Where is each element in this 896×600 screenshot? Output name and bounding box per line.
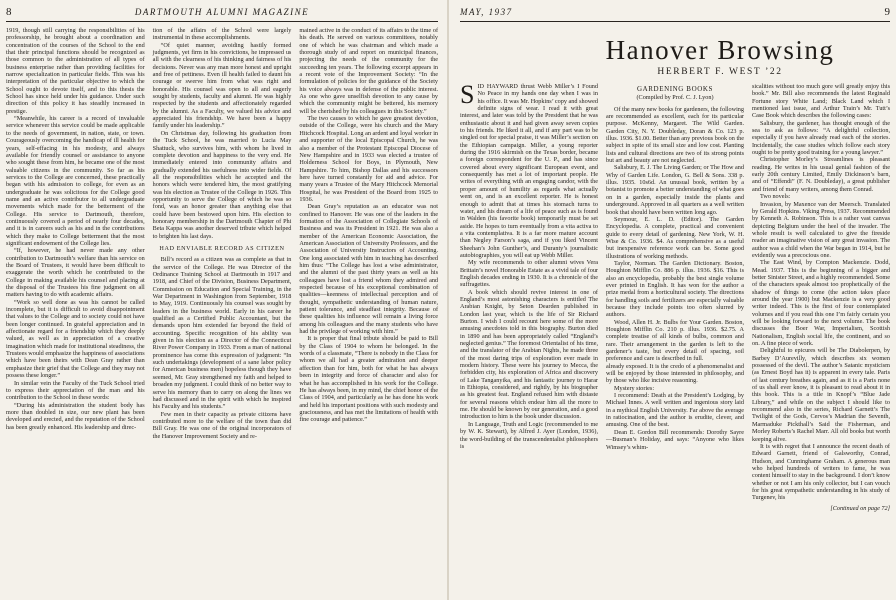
paragraph: already exposed. It is the credo of a phenomenalist and will be enjoyed by those interested in philosophy, and by those who like incisive reasoning. <box>606 362 744 385</box>
left-running-head <box>6 6 438 20</box>
issue-date: MAY, 1937 <box>460 7 513 17</box>
paragraph: In similar vein the Faculty of the Tuck School tried to express their appreciation of the man and his contribution to the School in these words: <box>6 379 145 402</box>
paragraph: “If, however, he had never made any other contribution to Dartmouth’s welfare than his service on the Board of Trustees, it would have been difficult to exaggerate the worth which he contributed to the College in making available his counsel and placing at the disposal of the Trustees his fine judgment on all matters having to do with academic affairs. <box>6 247 145 299</box>
paragraph: Delightful to epicures will be The Diabolerpen, by Barbey D’Aurevilly, which describes six women possessed of the devil. The author’s Satanic mysticism (as Ernest Boyd has it) is apparent in every tale. Paris of last century breathes again, and as it is a Paris none of us shall ever know, it is pleasant to read about it in this book. This is a title in Knopf’s “Blue Jade Library,” and while on the subject I should like to recommend also in the series, Richard Garnett’s The Twilight of the Gods, Cervos’s Madrian the Seventh, Marmaduke Pickthall’s Said the Fisherman, and Morley Roberts’s Rachel Marr. All old books but worth keeping alive. <box>752 347 890 443</box>
paragraph: tion of the affairs of the School were largely instrumental in these accomplishments. <box>152 27 292 42</box>
right-column-2 <box>606 83 744 512</box>
paragraph: Seymour, E. L. D. (Editor). The Garden Encyclopedia. A complete, practical and convenient guide to every detail of gardening. New York, W. H. Wise & Co. 1936. $4. As comprehensive as a useful but inexpensive reference work can be. Some good illustrations of working methods. <box>606 215 744 260</box>
paragraph: “Work so well done as was his cannot be called incomplete, but it is difficult to avoid disappointment that values to the College and to society could not have been longer continued. In grateful appreciation and in affectionate regard for a friendship which they deeply valued, as well as in appreciation of a creative imagination which made for institutional steadiness, the Trustees would emphasize the happiness of associations which have been theirs with Dean Gray rather than emphasize their grief that the College and they may not possess these longer.” <box>6 298 145 380</box>
right-head-rule <box>460 21 890 22</box>
paragraph: Taylor, Norman. The Garden Dictionary. Boston, Houghton Mifflin Co. 886 p. illus. 1936. $16. This is also an encyclopedia, probably the best single volume ever printed in English. It has won for the author a prize medal from a horticultural society. The directions for handling soils and fertilizers are especially valuable because they include points too often slurred by authors. <box>606 259 744 319</box>
right-running-head <box>460 6 890 20</box>
paragraph: mained active in the conduct of its affairs to the time of his death. He served on various committees, notably one of which he was chairman and which made a thorough study of and report on municipal finances, projecting the needs of the community for the succeeding ten years. The following excerpt appears in a recent vote of the Improvement Society: “In the formulation of policies for the guidance of the Society his voice always was in defense of the public interest. As one who gave unselfish devotion to any cause by which the community might be bettered, his memory will be cherished by his colleagues in this Society.” <box>299 27 439 115</box>
right-page-number: 9 <box>884 6 890 18</box>
paragraph <box>460 80 598 259</box>
drop-cap: S <box>460 80 475 109</box>
right-column-1 <box>460 80 598 512</box>
paragraph: Bill’s record as a citizen was as complete as that in the service of the College. He was Director of the Ordinance Training School at Dartmouth in 1917 and 1918, and Chief of the Division, Business Department, Commission on Education and Special Training, in the War Department in Washington from September, 1918 to May, 1919. Continuously his counsel was sought by leaders in the business world. Early in his career he qualified as a Certified Public Accountant, but the demands upon him extended far beyond the field of accounting. Specific recognition of his ability was given in his election as a Director of the Connecticut River Power Company in 1933. From a man of national prominence has come this expression of judgment: “In such undertakings (development of a sane labor policy for American business men) hopeless though they have seemed, Mr. Gray strengthened my faith and helped to broaden my judgment. I could think of no better way to serve his memory than to carry on along the lines we had discussed and in the spirit with which he inspired his Faculty and his students.” <box>152 256 292 411</box>
magazine-title: DARTMOUTH ALUMNI MAGAZINE <box>134 7 310 17</box>
paragraph: Few men in their capacity as private citizens have contributed more to the welfare of the town than did Bill Gray. He was one of the original incorporators of the Hanover Improvement Society and re- <box>152 410 292 440</box>
paragraph: Wood, Allen H. Jr. Bulbs for Your Garden. Boston, Houghton Mifflin Co. 210 p. illus. 1936. $2.75. A complete treatise of all kinds of bulbs, common and rare. Their arrangement in the garden is left to the gardener’s taste, but every detail of spacing, soil preference and care is described in full. <box>606 318 744 363</box>
paragraph: Salisbury, E. J. The Living Garden; or The How and Why of Garden Life. London, G. Bell & Sons. 338 p. illus. 1935. 10s6d. An unusual book, written by a botanist to promote a better understanding of what goes on in a garden, especially inside the plants and underground. Approved in all quarters as a well written book that should have been written long ago. <box>606 164 744 216</box>
paragraph: “Meanwhile, his career is a record of invaluable service whenever this service could be made applicable to the needs of government, in nation, state, or town. Courageously overcoming the handicap of ill health for years, self-effacing in his modesty, and always available for friendly counsel or assistance to anyone who sought these from him, he became one of the most valuable citizens in the community. So far as his services to the College are concerned, these practically began with his admission to college, for even as an undergraduate he was solicitous for the College good name and an active contributor to all undergraduate movements which made for the betterment of the College. His service to Dartmouth, therefore, continuously covered a period of nearly four decades, and it is in careers such as his and in the contributions which they make to College betterment that the most significant endowment of the College lies. <box>6 115 145 247</box>
paragraph: The East Wind, by Compton Mackenzie. Dodd, Mead. 1937. This is the beginning of a bigger and better Sinister Street, and a highly recommended. Some of the characters speak almost too prophetically of the shadow of things to come (the action takes place around the year 1900) but Mackenzie is a very good writer indeed. This is the first of four contemplated volumes and if you read this one I’m fairly certain you will be looking forward to the next volume. The book discusses the Boer War, Imperialism, Scottish Nationalism, English social life, the continent, and so on. A fine piece of work. <box>752 259 890 348</box>
paragraph: 1919, though still carrying the responsibilities of his professorship, he brought about a coordination and concentration of the courses of the School to the end that their principal functions should be recognized as those common to the administration of all types of business enterprise rather than providing facilities for narrow specialization in particular fields. This was his interpretation of the particular objective to which the School ought to devote itself, and to this thesis the School has since held under his guidance. Under such direction of this policy it has steadily increased in prestige. <box>6 27 145 115</box>
paragraph: “During his administration the student body has more than doubled in size, our new plant has been developed and erected, and the reputation of the School has been greatly enhanced. His leadership and direc- <box>6 401 145 431</box>
left-column-3 <box>299 27 438 440</box>
continued-note: [Continued on page 72] <box>830 504 890 512</box>
section-subhead: HAD ENVIABLE RECORD AS CITIZEN <box>159 244 285 252</box>
left-column-1 <box>6 27 145 440</box>
paragraph: In Language, Truth and Logic (recommended to me by W. K. Stewart), by Alfred J. Ayer (London, 1936), the word-building of the transcendentalist philosophers is <box>460 420 598 450</box>
paragraph: sicalities without too much gore will greatly enjoy this book.” Mr. Bill also recommends the latest Reginald Fortune story White Land; Black Land which I mentioned last issue, and Arthur Train’s Mr. Tutt’s Case Book which describes the following cases: <box>752 83 890 120</box>
left-column-2 <box>153 27 292 440</box>
right-page <box>448 0 896 600</box>
opening-text: ID HAYWARD thrust Webb Miller’s I Found No Peace in my hands one day when I was in his office. It was Mr. Hopkins’ copy and showed definite signs of wear. I read it with great interest, and later was told by the President that he was enthusiastic about it and had given away seven copies to his friends. He liked it all, and if any part was to be singled out for special praise, it was Miller’s section on the Ethiopian campaign. Miller, a young reporter during the 1916 skirmish on the Texas border, became a foreign correspondent for the U. P., and has since covered about every significant European event, and consequently has met a lot of important people. He writes of everything with an engaging candor, with the proper amount of humility as regards what actually went on, and is an excellent reporter. He is honest enough to admit that at times his stomach turns to water, and his dream of a life of peace such as is found in Walden (his favorite book) temporarily must be set aside. He hopes to turn eventually from a vita activa to a vita contemplativa. It is a far more mature account than Negley Farson’s saga, and if you liked Vincent Sheehan’s John Gunther’s, and Duranty’s journalistic autobiographies, you will eat up Webb Miller. <box>460 83 598 259</box>
left-head-rule <box>6 21 438 22</box>
paragraph: It is with regret that I announce the recent death of Edward Garnett, friend of Galsworthy, Conrad, Hudson, and Cunninghame Graham. A generous man who helped hundreds of writers to fame, he was content himself to stay in the background. I don’t know whether or not I am his only collector, but I can vouch for his great sympathetic understanding in his study of Turgenev, his <box>752 442 890 502</box>
paragraph: Christopher Morley’s Streamlines is pleasant reading. He writes in his usual genial fashion of the early 20th century Limited, Emily Dickinson’s barn, and of “Effendi” (F. N. Doubleday), a great publisher and friend of many writers, among them Conrad. <box>752 156 890 193</box>
paragraph: My wife recommends to other alumni wives Vera Brittain’s novel Honorable Estate as a vivid tale of four English decades ending in 1930. It is a chronicle of the suffragettes. <box>460 259 598 289</box>
gardening-books-compiler: (Compiled by Prof. C. J. Lyon) <box>636 94 714 102</box>
article-byline: HERBERT F. WEST ’22 <box>657 67 783 77</box>
article-title: Hanover Browsing <box>605 35 835 65</box>
paragraph: Mystery stories: <box>614 384 655 392</box>
paragraph: It is proper that final tribute should be paid to Bill by the Class of 1904 to whom he belonged. In the words of a classmate, “There is nobody in the Class for whom we all had a greater admiration and deeper affection than for him, both for what he has always been in integrity and force of character and also for what he has accomplished in his work for the College. He has always been, in my mind, the chief honor of the Class of 1904, and particularly as he has done his work and held his important positions with such modesty and graciousness, and has met the limitations of health with fine courage and patience.” <box>299 335 439 424</box>
article-masthead <box>460 27 890 83</box>
right-column-3 <box>752 83 890 512</box>
paragraph: Dean Gray’s reputation as an educator was not confined to Hanover. He was one of the leaders in the formation of the Association of Collegiate Schools of Business and was its President in 1921. He was also a member of the American Economic Association, the American Association of University Professors, and the Association of University Instructors of Accounting. One long associated with him in teaching has described him thus: “The College has lost a wise administrator, and the alumni of the past thirty years as well as his colleagues have lost a friend whom they admired and respected because of his exceptional combination of qualities—keenness of intellectual perception and of thought, sympathetic understanding of human nature, patient tolerance, and steadfast integrity. Because of these qualities his influence will remain a living force among his colleagues and the many students who have had the privilege of working with him.” <box>299 203 439 336</box>
paragraph: On Christmas day, following his graduation from the Tuck School, he was married to Lucia May Shattuck, who survives him, with whom he lived in complete devotion and happiness to the very end. He immediately entered into community affairs and gradually extended his usefulness into wider fields. Of all the responsibilities which he accepted and the honors which were tendered him, the most gratifying was his election as Trustee of the College in 1926. This opportunity to serve the College of which he was so fond, was an honor greater than anything else that could have been bestowed upon him. His election to honorary membership in the Dartmouth Chapter of Phi Beta Kappa was another deserved tribute which helped to brighten his last days. <box>152 129 292 240</box>
paragraph: “Of quiet manner, avoiding hastily formed judgments, yet firm in his convictions, he impressed us all with the clearness of his thinking and fairness of his decisions. Never was any man more honest and upright and free of pettiness. Even ill health failed to daunt his courage or swerve him from what was right and honorable. His counsel was open to all and eagerly sought by students, faculty and alumni. He was highly respected by the students and affectionately regarded by the alumni. As a Faculty, we valued his advice and appreciated his friendship. We have been a happy family under his leadership.” <box>152 41 292 130</box>
paragraph: The two causes to which he gave greatest devotion, outside of the College, were his church and the Mary Hitchcock Hospital. Long an ardent and loyal worker in and supporter of the local Episcopal Church, he was also a member of the Protestant Episcopal Diocese of New Hampshire and in 1933 was elected a trustee of Holderness School for Boys, in Plymouth, New Hampshire. To him, Bishop Dallas and his successors here have turned constantly for aid and advice. For many years a Trustee of the Mary Hitchcock Memorial Hospital, he was President of the Board from 1925 to 1936. <box>299 115 439 203</box>
paragraph: Two novels: <box>760 193 791 201</box>
paragraph: Invasion, by Maxence van der Meersch. Translated by Gerald Hopkins. Viking Press, 1937. Recommended by Kenneth A. Robinson. This is a rather vast canvas depicting Belgium under the heel of the invader. The whole result is well calculated to give the fireside reader an imaginative vision of any great invasion. The author was a child when the War began in 1914, but he evidently was a precocious one. <box>752 200 890 259</box>
paragraph: Of the many new books for gardeners, the following are recommended as excellent, each for its particular purpose. McKenny, Margaret. The Wild Garden. Garden City, N. Y. Doubleday, Doran & Co. 123 p. illus. 1936. $1.00. Better than any previous book on the subject in spite of its small size and low cost. Planting lists and cultural directions are two of its strong points but art and beauty are not neglected. <box>606 105 744 165</box>
gardening-books-heading: GARDENING BOOKS <box>636 85 714 93</box>
paragraph: Dean E. Gordon Bill recommends: Dorothy Sayre—Busman’s Holiday, and says: “Anyone who likes Wimsey’s whim- <box>606 428 744 451</box>
paragraph: I recommend: Death at the President’s Lodging, by Michael Innes. A well written and ingenious story laid in a mythical English University. Far above the average in ratiocination, and the author is erudite, clever, and amusing. One of the best. <box>606 392 744 429</box>
paragraph: Salisbury, the gardener, has thought enough of the sea to ask as follows: “A delightful collection, especially if you have already read each of the stories. Incidentally, the case studies which follow each story ought to be pretty good training for a young lawyer.” <box>752 119 890 157</box>
paragraph: A book which should revive interest in one of England’s most astonishing characters is entitled The Arabian Knight, by Seton Dearden published in London last year, which is the life of Sir Richard Burton. I wish I could recount here some of the more amusing anecdotes told in this biography. Burton died in 1890 and has been appropriately called “England’s neglected genius.” The foremost Orientalist of his time, and the translator of the Arabian Nights, he made three of the most daring trips of exploration ever made in modern history. These were his journey to Mecca, the forbidden city, his exploration of Africa and discovery of Lake Tanganyika, and his fantastic journey to Harar in Ethiopia, considered, and rightly, by his biographer as his greatest feat. England refused him with distaste for several reasons which endear him all the more to me. He should be known by our generation, and a good introduction to him is the book under discussion. <box>460 288 598 421</box>
left-page-number: 8 <box>6 6 12 18</box>
